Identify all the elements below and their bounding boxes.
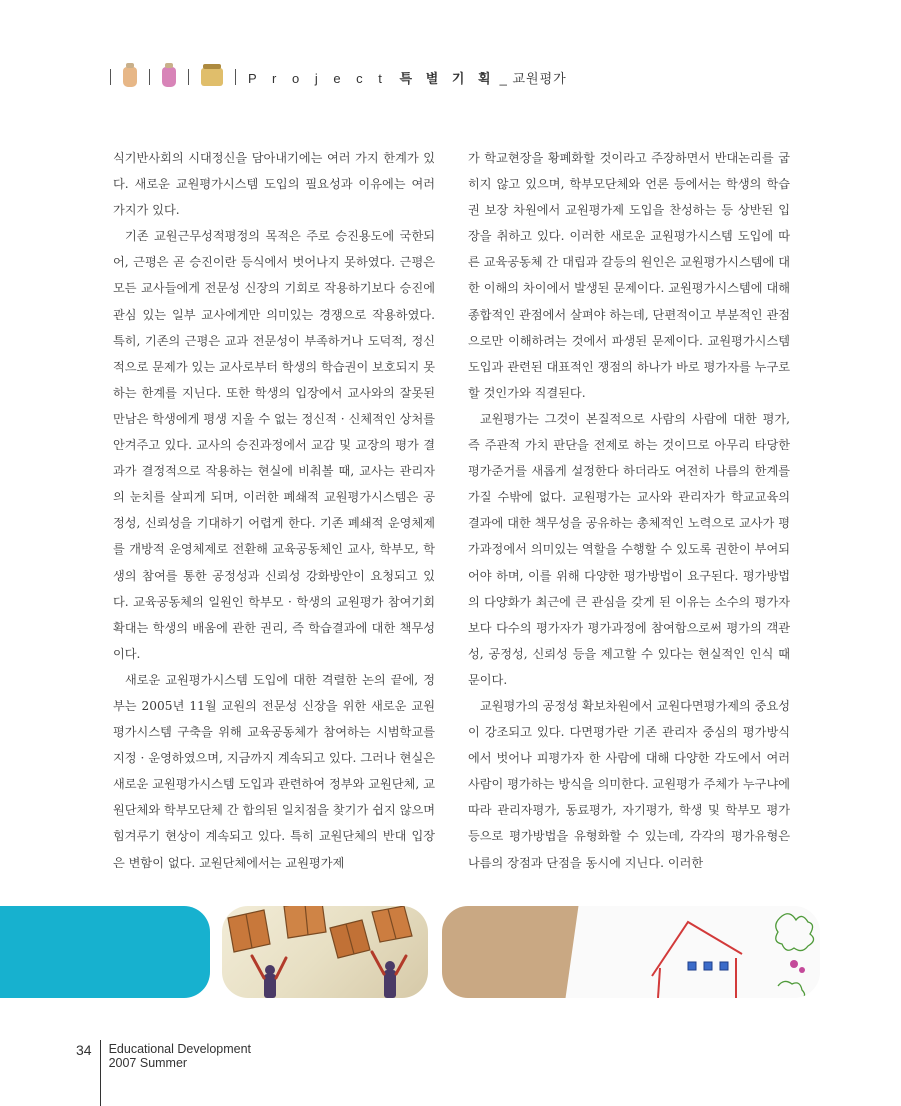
paragraph: 기존 교원근무성적평정의 목적은 주로 승진용도에 국한되어, 근평은 곧 승진이란 등식에서 벗어나지 못하였다. 근평은 모든 교사들에게 전문성 신장의 기회로 작용하기보다 승진에 관심 있는 일부 교사에게만 의미있는 경쟁으로 작용하였다. 특히, 기존의 근평은 교과 전문성이 부족하거나 도덕적, 정신적으로 문제가 있는 교사로부터 학생의 학습권이 보호되지 못하는 한계를 지닌다. 또한 학생의 입장에서 교사와의 잘못된 만남은 학생에게 평생 지울 수 없는 정신적 · 신체적인 상처를 안겨주고 있다. 교사의 승진과정에서 교감 및 교장의 평가 결과가 결정적으로 작용하는 현실에 비춰볼 때, 교사는 관리자의 눈치를 살피게 되며, 이러한 폐쇄적 교원평가시스템은 공정성, 신뢰성을 기대하기 어렵게 한다. 기존 폐쇄적 운영체제를 개방적 운영체제로 전환해 교육공동체인 교사, 학부모, 학생의 참여를 통한 공정성과 신뢰성 강화방안이 요청되고 있다. 교육공동체의 일원인 학부모 · 학생의 교원평가 참여기회 확대는 학생의 배움에 관한 권리, 즉 학습결과에 대한 책무성이다. — [113, 229, 435, 661]
page-footer — [76, 1040, 251, 1106]
left-column — [113, 145, 435, 876]
header-divider — [149, 69, 150, 85]
footer-divider — [100, 1040, 101, 1106]
header-title — [248, 68, 496, 87]
page-number: 34 — [76, 1042, 92, 1058]
header-divider — [188, 69, 189, 85]
paragraph: 새로운 교원평가시스템 도입에 대한 격렬한 논의 끝에, 정부는 2005년 11월 교원의 전문성 신장을 위한 새로운 교원평가시스템 구축을 위해 교육공동체가 참여하는 시범학교를 지정 · 운영하였으며, 지금까지 계속되고 있다. 그러나 현실은 새로운 교원평가시스템 도입과 관련하여 정부와 교원단체, 교원단체와 학부모단체 간 합의된 일치점을 찾기가 쉽지 않으며 힘겨루기 현상이 계속되고 있다. 특히 교원단체의 반대 입장은 변함이 없다. 교원단체에서는 교원평가제 — [113, 672, 435, 870]
photo-strip — [0, 906, 901, 998]
paragraph: 식기반사회의 시대정신을 담아내기에는 여러 가지 한계가 있다. 새로운 교원평가시스템 도입의 필요성과 이유에는 여러 가지가 있다. — [113, 151, 435, 218]
jar-icon — [123, 67, 137, 87]
accent-bar — [0, 906, 210, 998]
header-project-label: P r o j e c t — [248, 70, 388, 86]
header-divider — [235, 69, 236, 85]
children-drawing-photo — [442, 906, 820, 998]
header-special-label: 특 별 기 획 — [399, 70, 496, 86]
paragraph: 교원평가의 공정성 확보차원에서 교원다면평가제의 중요성이 강조되고 있다. 다면평가란 기존 관리자 중심의 평가방식에서 벗어나 피평가자 한 사람에 대해 다양한 각도에서 여러 사람이 평가하는 방식을 의미한다. 교원평가 주체가 누구냐에 따라 관리자평가, 동료평가, 자기평가, 학생 및 학부모 평가 등으로 평가방법을 유형화할 수 있는데, 각각의 평가유형은 나름의 장점과 단점을 동시에 지닌다. 이러한 — [468, 698, 790, 870]
header-divider — [110, 69, 111, 85]
illustration-boxes — [222, 906, 428, 998]
magazine-name: Educational Development — [108, 1042, 252, 1056]
basket-icon — [201, 68, 223, 86]
magazine-issue: 2007 Summer — [108, 1056, 188, 1070]
page-header — [98, 62, 567, 92]
paragraph: 가 학교현장을 황폐화할 것이라고 주장하면서 반대논리를 굽히지 않고 있으며, 학부모단체와 언론 등에서는 학생의 학습권 보장 차원에서 교원평가제 도입을 찬성하는 등 상반된 입장을 취하고 있다. 이러한 새로운 교원평가시스템 도입에 따른 교육공동체 간 대립과 갈등의 원인은 교원평가시스템에 대한 이해의 차이에서 발생된 문제이다. 교원평가시스템에 대해 종합적인 관점에서 살펴야 하는데, 단편적이고 부분적인 관점으로만 이해하려는 것에서 파생된 문제이다. 교원평가시스템 도입과 관련된 대표적인 쟁점의 하나가 바로 평가자를 누구로 할 것인가와 직결된다. — [468, 151, 790, 400]
footer-publication — [109, 1042, 251, 1070]
right-column — [468, 145, 790, 876]
jar-icon — [162, 67, 176, 87]
header-subtitle: _ 교원평가 — [499, 70, 567, 86]
paragraph: 교원평가는 그것이 본질적으로 사람의 사람에 대한 평가, 즉 주관적 가치 판단을 전제로 하는 것이므로 아무리 타당한 평가준거를 새롭게 설정한다 하더라도 여전히 나름의 한계를 가질 수밖에 없다. 교원평가는 교사와 관리자가 학교교육의 결과에 대한 책무성을 공유하는 총체적인 노력으로 교사가 평가과정에서 의미있는 역할을 수행할 수 있도록 권한이 부여되어야 하며, 이를 위해 다양한 평가방법이 요구된다. 평가방법의 다양화가 최근에 큰 관심을 갖게 된 이유는 소수의 평가자보다 다수의 평가자가 평가과정에 참여함으로써 평가의 객관성, 공정성, 신뢰성 등을 제고할 수 있다는 현실적인 인식 때문이다. — [468, 411, 790, 687]
